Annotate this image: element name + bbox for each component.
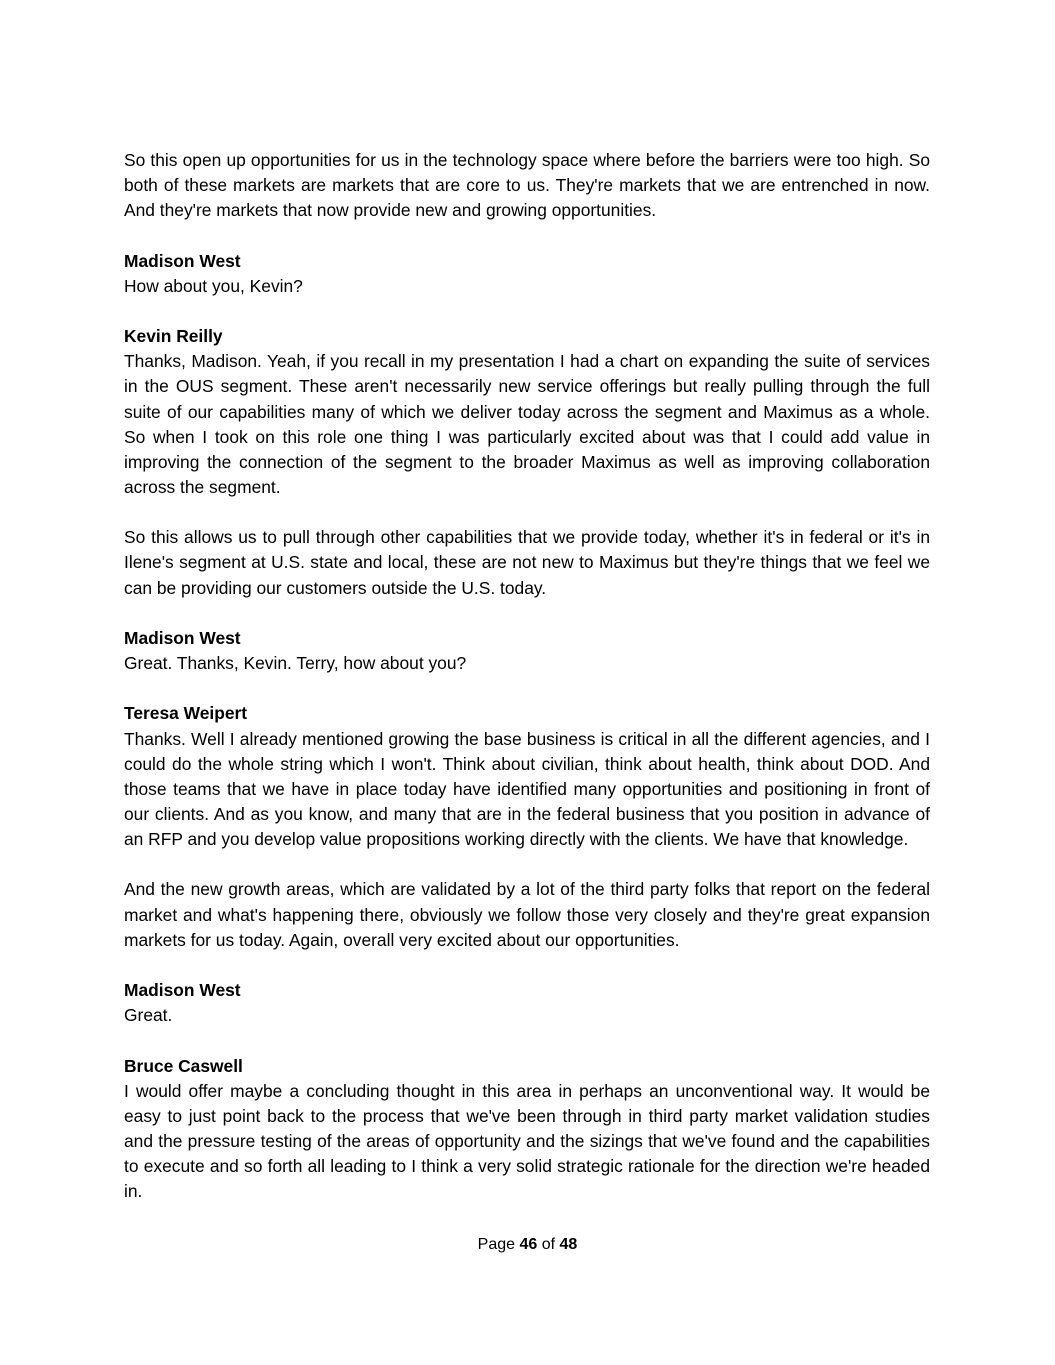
speaker-turn	[124, 249, 930, 299]
speaker-name: Madison West	[124, 980, 241, 1001]
paragraph-gap	[124, 500, 930, 525]
speaker-name: Bruce Caswell	[124, 1055, 243, 1076]
speaker-text: I would offer maybe a concluding thought in this area in perhaps an unconventional way. It would be easy to just point back to the process that we've been through in third party market validation studies and the pressure testing of the areas of opportunity and the sizings that we've found and the capabilities to execute and so forth all leading to I think a very solid strategic rationale for the direction we're headed in.	[124, 1080, 930, 1202]
paragraph-gap	[124, 601, 930, 626]
current-page-number: 46	[519, 1236, 538, 1253]
speaker-text: Thanks. Well I already mentioned growing the base business is critical in all the different agencies, and I could do the whole string which I won't. Think about civilian, think about health, think about DOD. And those teams that we have in place today have identified many opportunities and positioning in front of our clients. And as you know, and many that are in the federal business that you position in advance of an RFP and you develop value propositions working directly with the clients. We have that knowledge.	[124, 728, 930, 850]
speaker-name: Teresa Weipert	[124, 703, 248, 724]
speaker-turn	[124, 701, 930, 953]
paragraph-gap	[124, 953, 930, 978]
speaker-text: So this allows us to pull through other capabilities that we provide today, whether it's in federal or it's in Ilene's segment at U.S. state and local, these are not new to Maximus but they're things that we feel we can be providing our customers outside the U.S. today.	[124, 527, 930, 598]
paragraph-gap	[124, 676, 930, 701]
speaker-turn	[124, 978, 930, 1028]
speaker-name: Madison West	[124, 250, 241, 271]
paragraph-gap	[124, 299, 930, 324]
paragraph-gap	[124, 223, 930, 248]
page-label: Page	[477, 1236, 516, 1253]
page-of-label: of	[541, 1236, 556, 1253]
speaker-text: Great. Thanks, Kevin. Terry, how about you?	[124, 653, 467, 674]
speaker-text: Great.	[124, 1005, 173, 1026]
paragraph: So this open up opportunities for us in the technology space where before the barriers were too high. So both of these markets are markets that are core to us. They're markets that we are entrenched in now. And they're markets that now provide new and growing opportunities.	[124, 150, 930, 221]
speaker-name: Madison West	[124, 627, 241, 648]
total-page-number: 48	[559, 1236, 578, 1253]
paragraph-gap	[124, 852, 930, 877]
speaker-name: Kevin Reilly	[124, 326, 223, 347]
speaker-text: And the new growth areas, which are validated by a lot of the third party folks that report on the federal market and what's happening there, obviously we follow those very closely and they're great expansion markets for us today. Again, overall very excited about our opportunities.	[124, 879, 930, 950]
speaker-turn	[124, 324, 930, 601]
transcript-body	[124, 148, 930, 1204]
speaker-text: How about you, Kevin?	[124, 275, 303, 296]
paragraph-gap	[124, 1028, 930, 1053]
speaker-turn	[124, 1054, 930, 1205]
speaker-text: Thanks, Madison. Yeah, if you recall in my presentation I had a chart on expanding the suite of services in the OUS segment. These aren't necessarily new service offerings but really pulling through the full suite of our capabilities many of which we deliver today across the segment and Maximus as a whole. So when I took on this role one thing I was particularly excited about was that I could add value in improving the connection of the segment to the broader Maximus as well as improving collaboration across the segment.	[124, 351, 930, 497]
page-footer	[0, 1233, 1055, 1257]
speaker-turn	[124, 626, 930, 676]
